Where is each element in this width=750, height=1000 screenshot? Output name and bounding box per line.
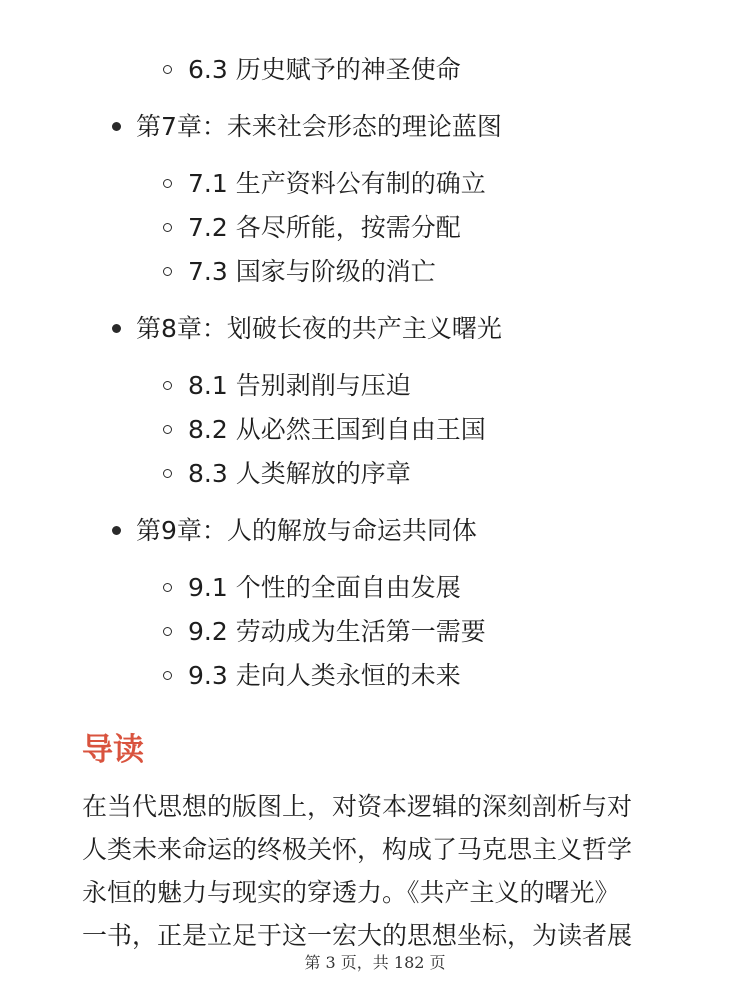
page-footer: 第 3 页，共 182 页 (304, 953, 446, 972)
paragraph-line: 人类未来命运的终极关怀，构成了马克思主义哲学 (82, 835, 633, 864)
filled-bullet-icon (112, 122, 121, 131)
paragraph-line: 在当代思想的版图上，对资本逻辑的深刻剖析与对 (82, 792, 633, 821)
toc-entry-8-3[interactable] (0, 452, 750, 496)
toc-entry-label: 8.3 人类解放的序章 (188, 459, 411, 488)
toc-entry-8-1[interactable] (0, 364, 750, 408)
toc-entry-label: 8.2 从必然王国到自由王国 (188, 415, 486, 444)
hollow-bullet-icon (163, 65, 172, 74)
paragraph-line: 一书，正是立足于这一宏大的思想坐标，为读者展 (82, 921, 633, 950)
hollow-bullet-icon (163, 267, 172, 276)
hollow-bullet-icon (163, 425, 172, 434)
hollow-bullet-icon (163, 223, 172, 232)
toc-entry-label: 9.3 走向人类永恒的未来 (188, 661, 461, 690)
hollow-bullet-icon (163, 671, 172, 680)
toc-entry-label: 6.3 历史赋予的神圣使命 (188, 55, 461, 84)
toc-chapter-label: 第9章：人的解放与命运共同体 (136, 516, 477, 545)
toc-entry-6-3[interactable] (0, 48, 750, 92)
toc-chapter-7[interactable] (0, 105, 750, 149)
toc-entry-7-1[interactable] (0, 162, 750, 206)
toc-entry-label: 9.2 劳动成为生活第一需要 (188, 617, 486, 646)
toc-entry-7-3[interactable] (0, 250, 750, 294)
hollow-bullet-icon (163, 179, 172, 188)
hollow-bullet-icon (163, 381, 172, 390)
table-of-contents (0, 48, 750, 698)
hollow-bullet-icon (163, 627, 172, 636)
toc-chapter-label: 第8章：划破长夜的共产主义曙光 (136, 314, 502, 343)
toc-entry-label: 7.1 生产资料公有制的确立 (188, 169, 486, 198)
hollow-bullet-icon (163, 583, 172, 592)
toc-entry-label: 9.1 个性的全面自由发展 (188, 573, 461, 602)
section-heading: 导读 (82, 732, 144, 768)
toc-entry-8-2[interactable] (0, 408, 750, 452)
toc-chapter-9[interactable] (0, 509, 750, 553)
toc-entry-label: 8.1 告别剥削与压迫 (188, 371, 411, 400)
body-paragraph (82, 785, 682, 957)
filled-bullet-icon (112, 526, 121, 535)
toc-entry-9-2[interactable] (0, 610, 750, 654)
toc-entry-9-3[interactable] (0, 654, 750, 698)
toc-chapter-8[interactable] (0, 307, 750, 351)
filled-bullet-icon (112, 324, 121, 333)
toc-entry-7-2[interactable] (0, 206, 750, 250)
toc-entry-9-1[interactable] (0, 566, 750, 610)
toc-chapter-label: 第7章：未来社会形态的理论蓝图 (136, 112, 502, 141)
hollow-bullet-icon (163, 469, 172, 478)
paragraph-line: 永恒的魅力与现实的穿透力。《共产主义的曙光》 (82, 878, 620, 907)
toc-entry-label: 7.3 国家与阶级的消亡 (188, 257, 436, 286)
toc-entry-label: 7.2 各尽所能，按需分配 (188, 213, 461, 242)
